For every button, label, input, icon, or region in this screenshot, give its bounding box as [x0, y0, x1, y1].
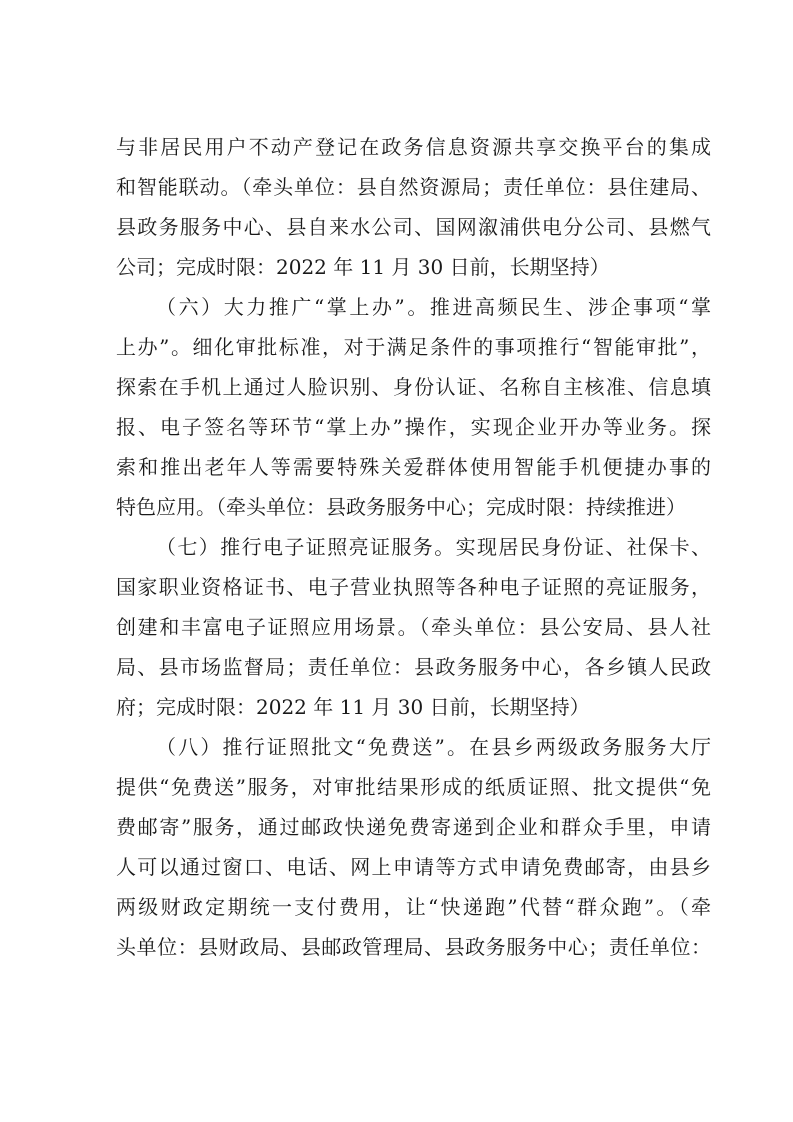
paragraph-first-line: （八）推行证照批文“免费送”。在县乡两级政务服务大厅: [156, 735, 711, 759]
text-line: 报、电子签名等环节“掌上办”操作，实现企业开办等业务。探: [116, 415, 711, 439]
text-line: 两级财政定期统一支付费用，让“快递跑”代替“群众跑”。（牵: [116, 895, 711, 919]
paragraph-first-line: （七）推行电子证照亮证服务。实现居民身份证、社保卡、: [156, 535, 711, 559]
text-line: 索和推出老年人等需要特殊关爱群体使用智能手机便捷办事的: [116, 455, 711, 479]
text-line: 与非居民用户不动产登记在政务信息资源共享交换平台的集成: [116, 135, 711, 159]
text-line: 费邮寄”服务，通过邮政快递免费寄递到企业和群众手里，申请: [116, 815, 711, 839]
text-line: 创建和丰富电子证照应用场景。（牵头单位：县公安局、县人社: [116, 615, 711, 639]
text-line: 探索在手机上通过人脸识别、身份认证、名称自主核准、信息填: [116, 375, 711, 399]
text-line: 公司；完成时限：2022 年 11 月 30 日前，长期坚持）: [116, 255, 610, 279]
text-line: 府；完成时限：2022 年 11 月 30 日前，长期坚持）: [116, 695, 590, 719]
text-line: 国家职业资格证书、电子营业执照等各种电子证照的亮证服务，: [116, 575, 711, 599]
text-line: 头单位：县财政局、县邮政管理局、县政务服务中心；责任单位：: [116, 935, 711, 959]
text-line: 上办”。细化审批标准，对于满足条件的事项推行“智能审批”，: [116, 335, 711, 359]
text-line: 特色应用。（牵头单位：县政务服务中心；完成时限：持续推进）: [116, 495, 686, 519]
text-line: 人可以通过窗口、电话、网上申请等方式申请免费邮寄，由县乡: [116, 855, 711, 879]
document-body: [116, 127, 711, 967]
text-line: 局、县市场监督局；责任单位：县政务服务中心，各乡镇人民政: [116, 655, 711, 679]
text-line: 县政务服务中心、县自来水公司、国网溆浦供电分公司、县燃气: [116, 215, 711, 239]
text-line: 提供“免费送”服务，对审批结果形成的纸质证照、批文提供“免: [116, 775, 711, 799]
text-line: 和智能联动。（牵头单位：县自然资源局；责任单位：县住建局、: [116, 175, 711, 199]
paragraph-first-line: （六）大力推广“掌上办”。推进高频民生、涉企事项“掌: [156, 295, 711, 319]
